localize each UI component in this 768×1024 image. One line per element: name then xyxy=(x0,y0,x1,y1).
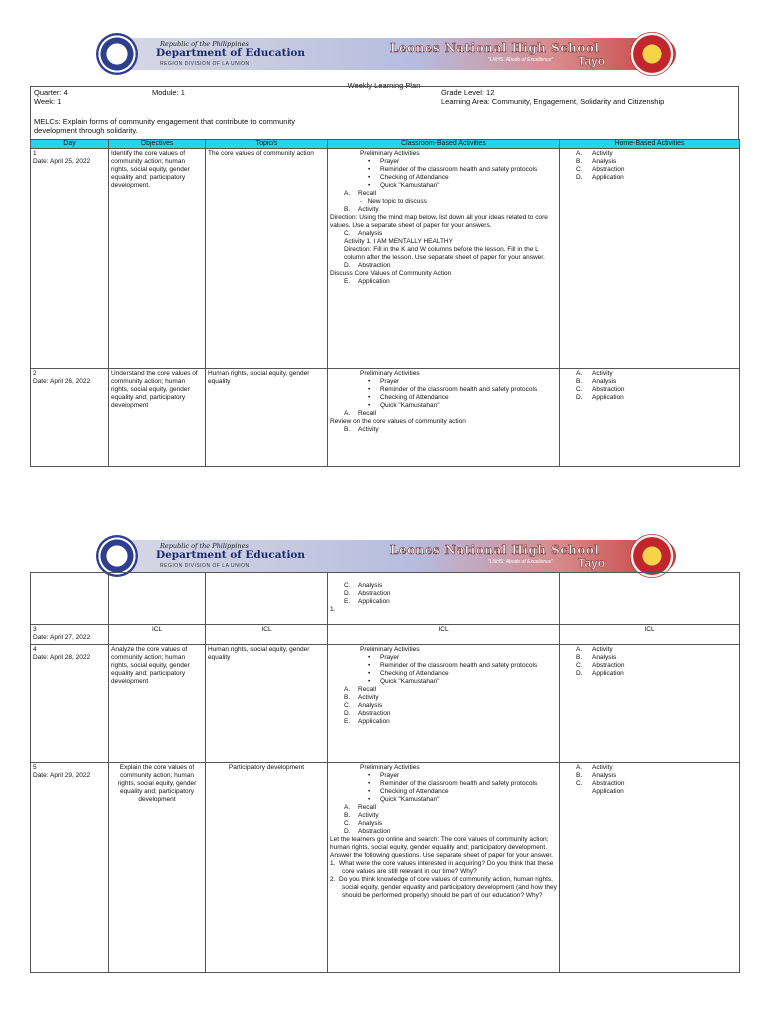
step-activity: B. Activity xyxy=(344,426,379,433)
preliminary-list xyxy=(368,772,557,804)
icl-cell: ICL xyxy=(109,625,206,645)
classroom-activities-cell xyxy=(328,573,560,625)
icl-cell: ICL xyxy=(328,625,560,645)
home-item: A. Activity xyxy=(576,370,613,377)
classroom-activities-cell xyxy=(328,645,560,763)
col-header-day: Day xyxy=(31,140,109,149)
step-recall: A. Recall xyxy=(344,190,377,197)
day-date: Date: April 27, 2022 xyxy=(33,634,91,641)
preliminary-heading: Preliminary Activities xyxy=(360,764,420,771)
home-item: D. Application xyxy=(576,394,624,401)
objectives-cell: Explain the core values of community action; human rights, social equity, gender equality and; participatory development xyxy=(109,763,206,973)
step-application: E. Application xyxy=(344,278,390,285)
list-item: • Checking of Attendance xyxy=(368,670,557,678)
department-text: Department of Education xyxy=(156,47,306,59)
department-text: Department of Education xyxy=(156,549,306,561)
list-item: • Checking of Attendance xyxy=(368,174,557,182)
page-2 xyxy=(0,490,768,1024)
classroom-activities-cell xyxy=(328,369,560,467)
step-application: E. Application xyxy=(344,718,390,725)
day-date: Date: April 29, 2022 xyxy=(33,772,91,779)
home-activities-cell xyxy=(560,369,740,467)
plan-info-box xyxy=(30,86,739,140)
home-activities-cell xyxy=(560,763,740,973)
weekly-plan-table-2 xyxy=(30,572,740,973)
step-recall: A. Recall xyxy=(344,804,377,811)
module-label: Module: 1 xyxy=(152,88,185,97)
table-row-day-1 xyxy=(31,149,740,369)
preliminary-list xyxy=(368,378,557,410)
col-header-classroom: Classroom-Based Activities xyxy=(328,140,560,149)
preliminary-list xyxy=(368,654,557,686)
step-abstraction: D. Abstraction xyxy=(344,710,391,717)
step-analysis: C. Analysis xyxy=(344,702,383,709)
school-motto: "LNHS: Abode of Excellence" xyxy=(488,57,554,63)
topic-cell: Human rights, social equity, gender equality xyxy=(206,369,328,467)
home-item: C. Abstraction xyxy=(576,662,625,669)
day-cell xyxy=(31,369,109,467)
col-header-topics: Topic/s xyxy=(206,140,328,149)
list-item: • Quick "Kamustahan" xyxy=(368,182,557,190)
step-activity: B. Activity xyxy=(344,812,379,819)
analysis-activity-title: Activity 1. I AM MENTALLY HEALTHY xyxy=(344,238,453,245)
list-item: • Prayer xyxy=(368,654,557,662)
home-item: D. Application xyxy=(576,670,624,677)
list-item: • Checking of Attendance xyxy=(368,394,557,402)
home-item: A. Activity xyxy=(576,646,613,653)
grade-level-label: Grade Level: 12 xyxy=(441,88,495,97)
list-item: • Reminder of the classroom health and safety protocols xyxy=(368,780,557,788)
table-row-day-2 xyxy=(31,369,740,467)
deped-seal-logo xyxy=(96,33,138,75)
step-abstraction: D. Abstraction xyxy=(344,262,391,269)
table-row-day-3 xyxy=(31,625,740,645)
online-task-text: Let the learners go online and search: The core values of community action; human rights, social equity, gender equality and; participatory development. Answer the following questions. Use separate sheet of paper for your answer. xyxy=(330,836,553,859)
step-recall: A. Recall xyxy=(344,686,377,693)
weekly-plan-table-1 xyxy=(30,139,740,467)
list-item: • Checking of Attendance xyxy=(368,788,557,796)
learning-area-label: Learning Area: Community, Engagement, Solidarity and Citizenship xyxy=(441,97,665,106)
list-item: • Prayer xyxy=(368,772,557,780)
objectives-cell: Identify the core values of community action; human rights, social equity, gender equality and; participatory development. xyxy=(109,149,206,369)
region-text: REGION DIVISION OF LA UNION xyxy=(160,563,250,569)
region-text: REGION DIVISION OF LA UNION xyxy=(160,61,250,67)
table-row-day-4 xyxy=(31,645,740,763)
list-item: • Prayer xyxy=(368,158,557,166)
step-analysis: C. Analysis xyxy=(344,820,383,827)
page-1 xyxy=(0,0,768,490)
icl-cell: ICL xyxy=(206,625,328,645)
school-motto: "LNHS: Abode of Excellence" xyxy=(488,559,554,565)
classroom-activities-cell xyxy=(328,763,560,973)
melcs-text: MELCs: Explain forms of community engagement that contribute to community development through solidarity. xyxy=(34,117,295,135)
classroom-activities-cell xyxy=(328,149,560,369)
home-item: D. Application xyxy=(576,174,624,181)
abstraction-text: Discuss Core Values of Community Action xyxy=(330,270,452,277)
step-analysis: C. Analysis xyxy=(344,230,383,237)
question-1: 1. What were the core values interested in acquiring? Do you think that these core values are still relevant in our time? Why? xyxy=(330,860,554,875)
preliminary-list xyxy=(368,158,557,190)
day-cell xyxy=(31,645,109,763)
home-activities-cell xyxy=(560,149,740,369)
school-seal-logo xyxy=(630,32,674,76)
list-item: • Quick "Kamustahan" xyxy=(368,678,557,686)
table-header-row xyxy=(31,140,740,149)
question-list xyxy=(330,860,557,900)
school-header-banner xyxy=(68,30,676,78)
col-header-home: Home-Based Activities xyxy=(560,140,740,149)
step-analysis: C. Analysis xyxy=(344,582,383,589)
home-item: B. Analysis xyxy=(576,158,617,165)
step-abstraction: D. Abstraction xyxy=(344,590,391,597)
home-item: A. Activity xyxy=(576,150,613,157)
republic-text: Republic of the Philippines xyxy=(160,40,249,48)
list-item: • Quick "Kamustahan" xyxy=(368,402,557,410)
topic-cell: The core values of community action xyxy=(206,149,328,369)
objectives-cell: Understand the core values of community action; human rights, social equity, gender equality and; participatory development xyxy=(109,369,206,467)
preliminary-heading: Preliminary Activities xyxy=(360,646,420,653)
step-activity: B. Activity xyxy=(344,694,379,701)
day-cell xyxy=(31,625,109,645)
objectives-cell xyxy=(109,573,206,625)
day-date: Date: April 25, 2022 xyxy=(33,158,91,165)
step-application: E. Application xyxy=(344,598,390,605)
preliminary-heading: Preliminary Activities xyxy=(360,150,420,157)
table-row-day-5 xyxy=(31,763,740,973)
home-item: B. Analysis xyxy=(576,772,617,779)
week-label: Week: 1 xyxy=(34,97,62,106)
school-name: Leones National High School xyxy=(390,543,600,557)
republic-text: Republic of the Philippines xyxy=(160,542,249,550)
table-row-day-2-continued xyxy=(31,573,740,625)
quarter-label: Quarter: 4 xyxy=(34,88,68,97)
activity-direction: Direction: Using the mind map below, list down all your ideas related to core values. Use a separate sheet of paper for your answers. xyxy=(330,214,548,229)
home-activities-cell xyxy=(560,645,740,763)
home-item: C. Abstraction xyxy=(576,780,625,787)
day-date: Date: April 28, 2022 xyxy=(33,654,91,661)
preliminary-heading: Preliminary Activities xyxy=(360,370,420,377)
tayo-logo-text: Tayo xyxy=(578,556,606,570)
school-name: Leones National High School xyxy=(390,41,600,55)
document-title: Weekly Learning Plan xyxy=(347,81,421,90)
icl-cell: ICL xyxy=(560,625,740,645)
day-number: 1 xyxy=(33,150,37,157)
recall-note: - New topic to discuss xyxy=(360,198,427,205)
step-abstraction: D. Abstraction xyxy=(344,828,391,835)
day-number: 3 xyxy=(33,626,37,633)
step-recall: A. Recall xyxy=(344,410,377,417)
objectives-cell: Analyze the core values of community action; human rights, social equity, gender equality and; participatory development xyxy=(109,645,206,763)
home-item: C. Abstraction xyxy=(576,166,625,173)
day-cell xyxy=(31,573,109,625)
col-header-objectives: Objectives xyxy=(109,140,206,149)
list-item: • Reminder of the classroom health and safety protocols xyxy=(368,386,557,394)
continued-number: 1. xyxy=(330,606,336,613)
day-cell xyxy=(31,763,109,973)
recall-text: Review on the core values of community action xyxy=(330,418,466,425)
list-item: • Prayer xyxy=(368,378,557,386)
topic-cell xyxy=(206,573,328,625)
day-number: 4 xyxy=(33,646,37,653)
list-item: • Reminder of the classroom health and safety protocols xyxy=(368,166,557,174)
topic-cell: Human rights, social equity, gender equality xyxy=(206,645,328,763)
day-number: 2 xyxy=(33,370,37,377)
home-item: Application xyxy=(592,788,624,795)
list-item: • Quick "Kamustahan" xyxy=(368,796,557,804)
day-date: Date: April 26, 2022 xyxy=(33,378,91,385)
home-activities-cell xyxy=(560,573,740,625)
question-2: 2. Do you think knowledge of core values of community action, human rights, social equity, gender equality and participatory development (and how they should be performed properly) should be part of our education? Why? xyxy=(330,876,557,899)
deped-seal-logo xyxy=(96,535,138,577)
list-item: • Reminder of the classroom health and safety protocols xyxy=(368,662,557,670)
home-item: B. Analysis xyxy=(576,378,617,385)
day-number: 5 xyxy=(33,764,37,771)
home-item: A. Activity xyxy=(576,764,613,771)
analysis-direction: Direction: Fill in the K and W columns before the lesson. Fill in the L column after the lesson. Use separate sheet of paper for your answer. xyxy=(344,246,545,261)
tayo-logo-text: Tayo xyxy=(578,54,606,68)
topic-cell: Participatory development xyxy=(206,763,328,973)
step-activity: B. Activity xyxy=(344,206,379,213)
home-item: C. Abstraction xyxy=(576,386,625,393)
day-cell xyxy=(31,149,109,369)
home-item: B. Analysis xyxy=(576,654,617,661)
